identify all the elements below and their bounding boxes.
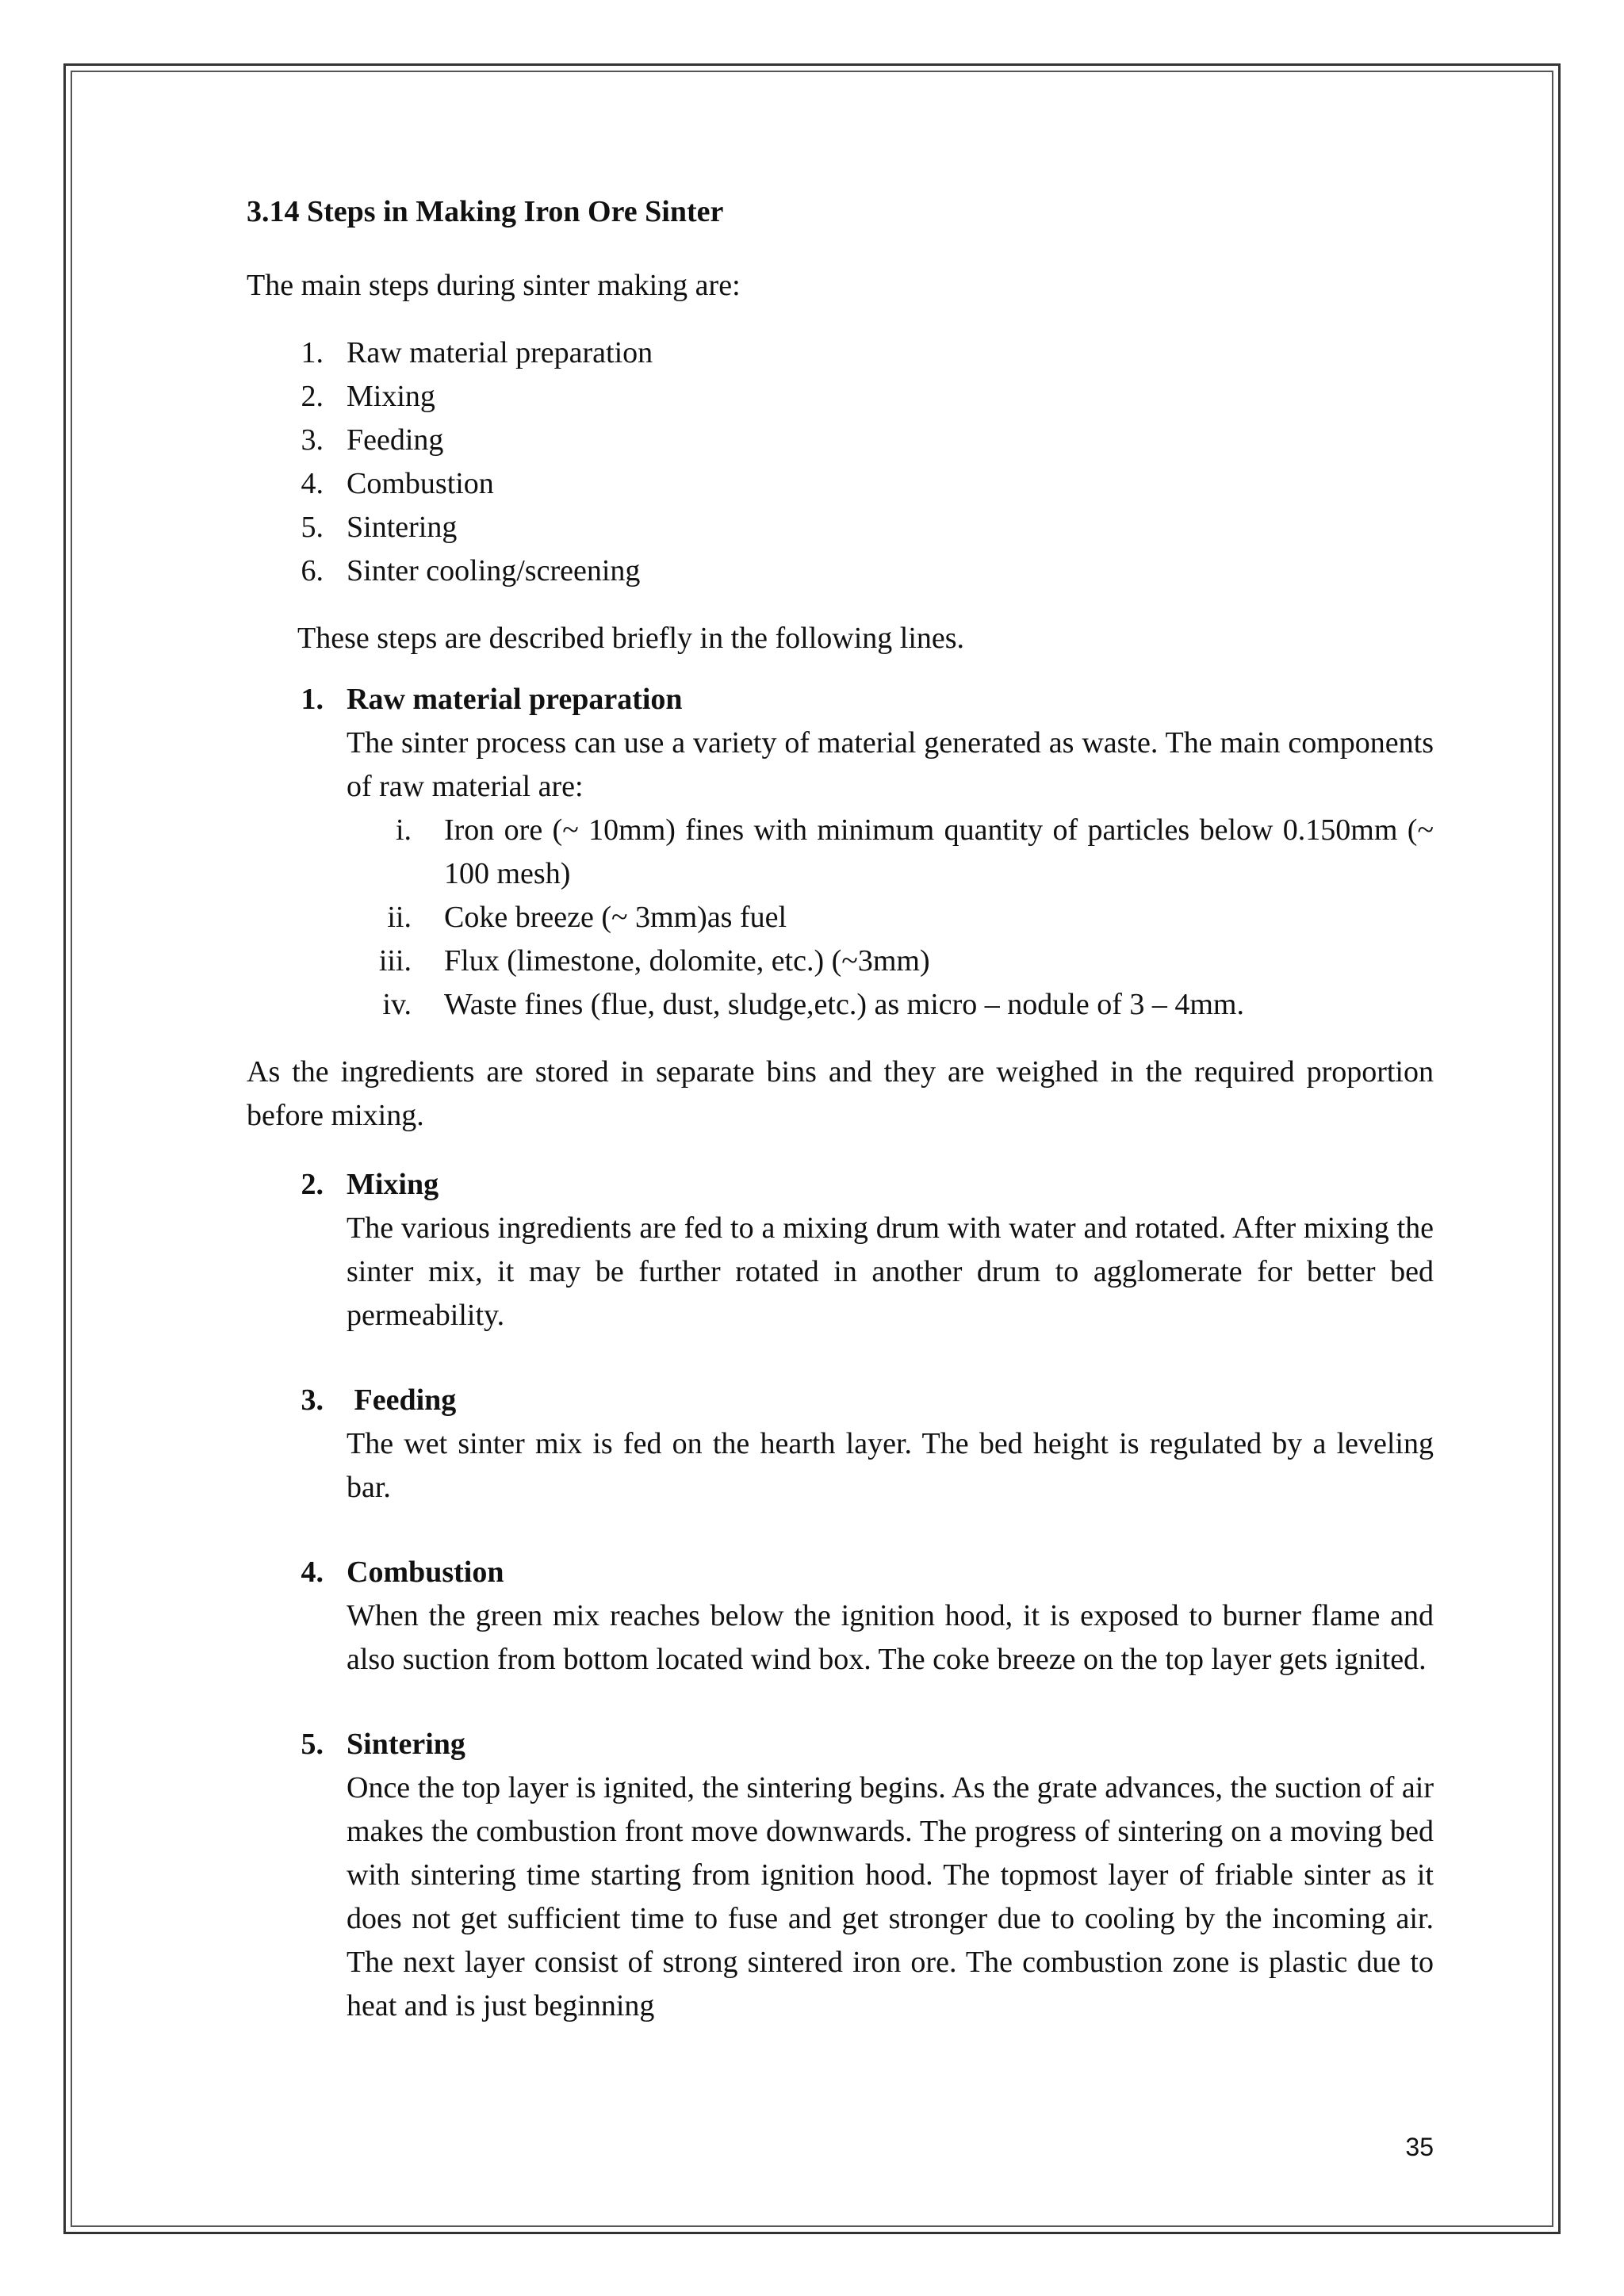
document-content bbox=[247, 190, 1434, 2028]
component-text: Flux (limestone, dolomite, etc.) (~3mm) bbox=[444, 944, 930, 978]
section-raw-material bbox=[247, 678, 1434, 1027]
steps-list bbox=[247, 331, 1434, 593]
steps-list-item bbox=[247, 331, 1434, 375]
component-item bbox=[347, 939, 1434, 983]
spacer bbox=[247, 1510, 1434, 1551]
list-text: Raw material preparation bbox=[347, 336, 653, 369]
section-feeding bbox=[247, 1379, 1434, 1510]
section-combustion bbox=[247, 1551, 1434, 1682]
spacer bbox=[247, 1337, 1434, 1379]
section-number: 4. bbox=[301, 1556, 324, 1589]
list-text: Sinter cooling/screening bbox=[347, 554, 641, 587]
section-title: Raw material preparation bbox=[347, 683, 683, 716]
section-body: The sinter process can use a variety of material generated as waste. The main components of raw material are: bbox=[347, 726, 1434, 803]
section-title: Combustion bbox=[347, 1556, 504, 1589]
list-number: 4. bbox=[301, 467, 324, 500]
section-number: 5. bbox=[301, 1728, 324, 1761]
list-number: 6. bbox=[301, 554, 324, 587]
list-number: 5. bbox=[301, 511, 324, 544]
roman-number: i. bbox=[395, 813, 412, 847]
section-mixing bbox=[247, 1163, 1434, 1337]
section-sintering bbox=[247, 1723, 1434, 2028]
section-title: Sintering bbox=[347, 1728, 465, 1761]
steps-note: These steps are described briefly in the following lines. bbox=[297, 622, 965, 655]
roman-number: iii. bbox=[378, 944, 412, 978]
steps-list-item bbox=[247, 375, 1434, 419]
section-body: The wet sinter mix is fed on the hearth layer. The bed height is regulated by a leveling bar. bbox=[347, 1427, 1434, 1504]
section-number: 2. bbox=[301, 1168, 324, 1201]
bins-paragraph: As the ingredients are stored in separate bins and they are weighed in the required proportion before mixing. bbox=[247, 1055, 1434, 1132]
list-text: Mixing bbox=[347, 380, 435, 413]
roman-number: iv. bbox=[382, 988, 412, 1021]
steps-list-item bbox=[247, 506, 1434, 549]
component-item bbox=[347, 809, 1434, 896]
steps-list-item bbox=[247, 419, 1434, 462]
section-body: Once the top layer is ignited, the sintering begins. As the grate advances, the suction of air makes the combustion front move downwards. The progress of sintering on a moving bed with sintering time starting from ignition hood. The topmost layer of friable sinter as it does not get sufficient time to fuse and get stronger due to cooling by the incoming air. The next layer consist of strong sintered iron ore. The combustion zone is plastic due to heat and is just beginning bbox=[347, 1771, 1434, 2022]
list-text: Sintering bbox=[347, 511, 458, 544]
section-body: The various ingredients are fed to a mixing drum with water and rotated. After mixing the sinter mix, it may be further rotated in another drum to agglomerate for better bed permeability. bbox=[347, 1211, 1434, 1332]
component-item bbox=[347, 896, 1434, 939]
section-title: Mixing bbox=[347, 1168, 439, 1201]
component-text: Waste fines (flue, dust, sludge,etc.) as micro – nodule of 3 – 4mm. bbox=[444, 988, 1244, 1021]
section-title: Feeding bbox=[347, 1383, 457, 1417]
component-item bbox=[347, 983, 1434, 1027]
component-text: Coke breeze (~ 3mm)as fuel bbox=[444, 901, 787, 934]
list-text: Feeding bbox=[347, 423, 444, 457]
intro-text: The main steps during sinter making are: bbox=[247, 269, 741, 302]
steps-list-item bbox=[247, 462, 1434, 506]
list-number: 3. bbox=[301, 423, 324, 457]
list-number: 1. bbox=[301, 336, 324, 369]
section-number: 1. bbox=[301, 683, 324, 716]
steps-list-item bbox=[247, 549, 1434, 593]
components-list bbox=[347, 809, 1434, 1027]
section-number: 3. bbox=[301, 1383, 324, 1417]
section-body: When the green mix reaches below the ignition hood, it is exposed to burner flame and also suction from bottom located wind box. The coke breeze on the top layer gets ignited. bbox=[347, 1599, 1434, 1676]
spacer bbox=[247, 1682, 1434, 1723]
page-number: 35 bbox=[1405, 2133, 1434, 2161]
roman-number: ii. bbox=[387, 901, 412, 934]
list-text: Combustion bbox=[347, 467, 494, 500]
section-heading: 3.14 Steps in Making Iron Ore Sinter bbox=[247, 195, 724, 228]
list-number: 2. bbox=[301, 380, 324, 413]
component-text: Iron ore (~ 10mm) fines with minimum quantity of particles below 0.150mm (~ 100 mesh) bbox=[444, 813, 1434, 890]
